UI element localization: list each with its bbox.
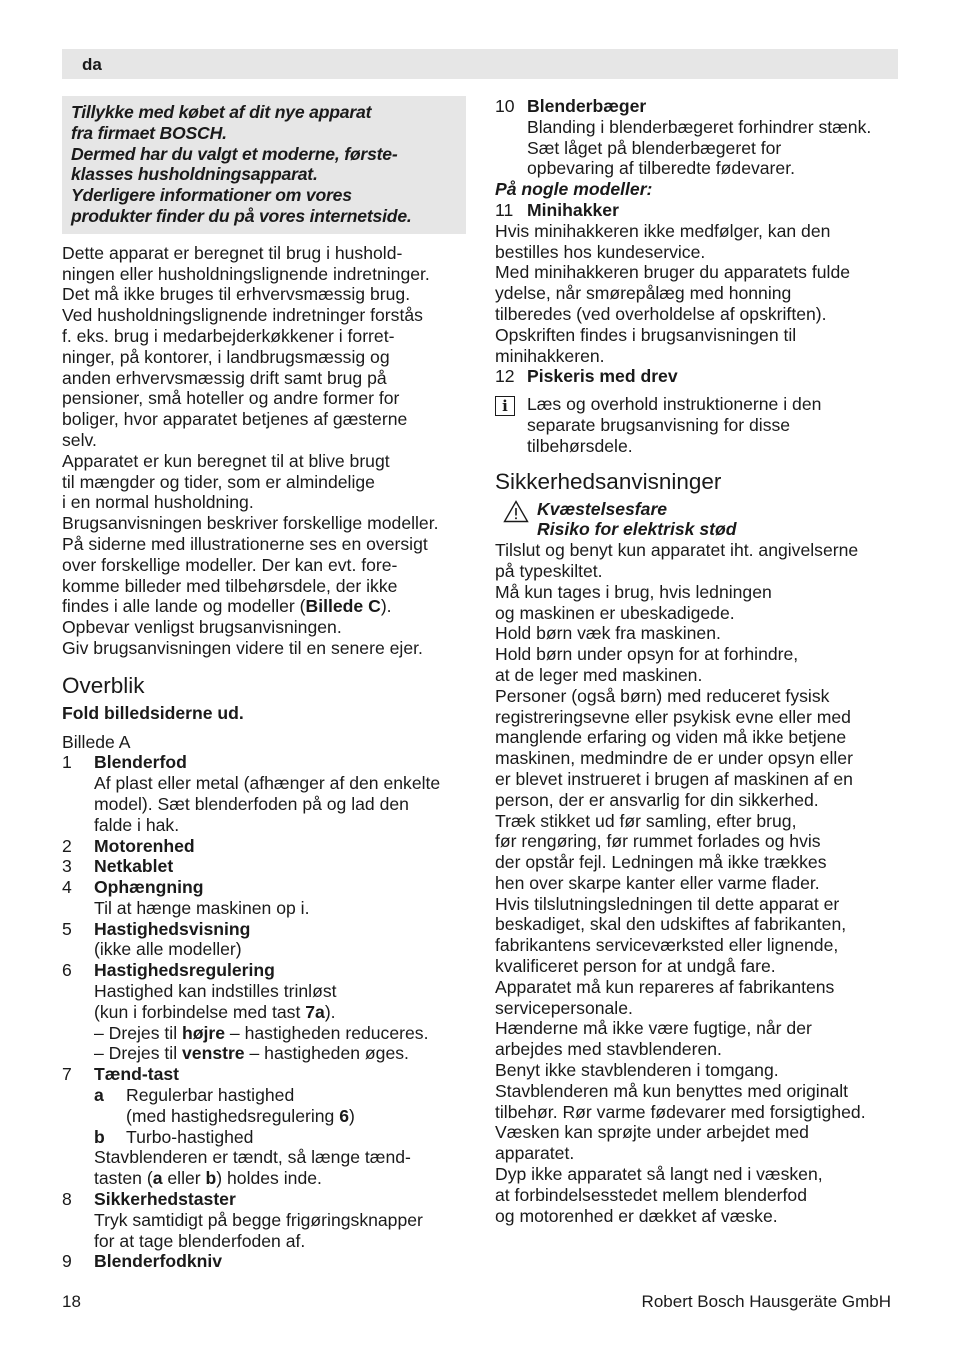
warning-injury: Kvæstelsesfare — [537, 498, 668, 519]
safety-line: på typeskiltet. — [495, 560, 603, 581]
text: – Drejes til — [94, 1043, 182, 1064]
warning-text — [537, 499, 736, 541]
text: – Drejes til — [94, 1022, 182, 1043]
item-number: 5 — [62, 918, 72, 939]
safety-line: arbejdes med stavblenderen. — [495, 1039, 722, 1060]
body-line: Ved husholdningslignende indretninger forstås — [62, 305, 423, 326]
info-line: separate brugsanvisning for disse — [527, 414, 791, 435]
body-line: Det må ikke bruges til erhvervsmæssig brug. — [62, 284, 411, 305]
item-number: 3 — [62, 856, 72, 877]
section-title-overblik: Overblik — [62, 672, 145, 698]
safety-line: at forbindelsesstedet mellem blenderfod — [495, 1184, 807, 1205]
intro-line: klasses husholdningsapparat. — [71, 164, 318, 185]
body-line: bestilles hos kundeservice. — [495, 241, 706, 262]
text: ). — [380, 596, 392, 617]
body-line: komme billeder med tilbehørsdele, der ikke — [62, 575, 398, 596]
safety-line: Hvis tilslutningsledningen til dette apparat er — [495, 893, 840, 914]
safety-line: apparatet. — [495, 1143, 575, 1164]
item-number: 1 — [62, 752, 72, 773]
body-line: Dette apparat er beregnet til brug i hushold- — [62, 242, 403, 263]
item-title: Hastighedsvisning — [94, 918, 251, 939]
intro-body — [62, 243, 466, 659]
item-desc: Tryk samtidigt på begge frigøringsknapper — [94, 1209, 423, 1230]
safety-line: hen over skarpe kanter eller varme flader. — [495, 872, 820, 893]
sub-item — [62, 1127, 466, 1148]
item-desc: Blanding i blenderbægeret forhindrer stænk. — [527, 116, 872, 137]
safety-line: at de leger med maskinen. — [495, 664, 703, 685]
intro-line: Tillykke med købet af dit nye apparat — [71, 102, 372, 122]
safety-line: før rengøring, før rummet forlades og hvis — [495, 831, 821, 852]
list-item — [495, 200, 905, 221]
sub-item-letter: a — [94, 1085, 104, 1106]
info-line: Læs og overhold instruktionerne i den — [527, 394, 822, 415]
item-title: Netkablet — [94, 856, 174, 877]
sub-item-text: Turbo-hastighed — [126, 1126, 254, 1147]
body-line: selv. — [62, 429, 97, 450]
body-line: Hvis minihakkeren ikke medfølger, kan den — [495, 220, 831, 241]
item-title: Minihakker — [527, 199, 619, 220]
item-title: Blenderbæger — [527, 96, 647, 116]
sub-item — [62, 1085, 466, 1106]
safety-line: registreringsevne eller psykisk evne eller med — [495, 706, 851, 727]
item-title: Blenderfod — [94, 752, 187, 773]
item-title: Blenderfodkniv — [94, 1251, 223, 1272]
direction-left: venstre — [182, 1043, 245, 1064]
item-number: 11 — [495, 199, 514, 220]
safety-line: person, der er ansvarlig for din sikkerhed. — [495, 789, 819, 810]
safety-line: Træk stikket ud før samling, efter brug, — [495, 810, 797, 831]
body-line: anden erhvervsmæssig drift samt brug på — [62, 367, 387, 388]
info-note — [495, 394, 905, 456]
list-item — [62, 877, 466, 898]
intro-line: Yderligere informationer om vores — [71, 185, 352, 206]
sub-item-text: Regulerbar hastighed — [126, 1085, 295, 1106]
body-line: Med minihakkeren bruger du apparatets fulde — [495, 262, 851, 283]
some-models-note: På nogle modeller: — [495, 179, 653, 200]
safety-line: Væsken kan sprøjte under arbejdet med — [495, 1122, 809, 1143]
sub-item-text — [62, 1106, 466, 1127]
info-icon: i — [495, 396, 515, 416]
list-item — [62, 1189, 466, 1210]
item-desc: Hastighed kan indstilles trinløst — [94, 981, 337, 1002]
text: – hastigheden reduceres. — [225, 1022, 429, 1043]
info-text — [527, 394, 821, 456]
item-desc: falde i hak. — [94, 814, 180, 835]
item-desc: (ikke alle modeller) — [94, 939, 242, 960]
intro-line: produkter finder du på vores internetside. — [71, 205, 412, 226]
safety-line: Personer (også børn) med reduceret fysisk — [495, 685, 830, 706]
language-code: da — [82, 55, 102, 74]
safety-line: servicepersonale. — [495, 997, 633, 1018]
figure-reference: Billede C — [305, 596, 381, 617]
item-number: 7 — [62, 1064, 72, 1085]
list-item — [62, 960, 466, 981]
body-line: Opskriften findes i brugsanvisningen til — [495, 324, 797, 345]
figure-label: Billede A — [62, 731, 131, 752]
item-title: Motorenhed — [94, 835, 195, 856]
warning-block — [495, 499, 905, 541]
item-desc: Af plast eller metal (afhænger af den enkelte — [94, 773, 441, 794]
list-item — [495, 96, 905, 117]
language-bar — [62, 49, 898, 79]
key-reference: 7a — [305, 1001, 325, 1022]
body-line — [62, 596, 466, 617]
body-line: ninger, på kontorer, i landbrugsmæssig og — [62, 346, 390, 367]
safety-body — [495, 540, 905, 1226]
safety-line: og motorenhed er dækket af væske. — [495, 1205, 778, 1226]
list-item — [62, 919, 466, 940]
item-title: Piskeris med drev — [527, 366, 678, 387]
item-title: Sikkerhedstaster — [94, 1189, 236, 1210]
warning-triangle-icon — [495, 499, 537, 541]
item-desc — [62, 1168, 466, 1189]
text: (med hastighedsregulering — [126, 1105, 340, 1126]
item-title: Hastighedsregulering — [94, 960, 275, 981]
body-line: Opbevar venligst brugsanvisningen. — [62, 617, 342, 638]
body-line: Giv brugsanvisningen videre til en senere ejer. — [62, 637, 423, 658]
item-number: 8 — [62, 1189, 72, 1210]
body-line: På siderne med illustrationerne ses en oversigt — [62, 533, 428, 554]
safety-line: fabrikantens serviceværksted eller lignende, — [495, 935, 839, 956]
body-line: Apparatet er kun beregnet til at blive brugt — [62, 450, 390, 471]
left-column — [62, 96, 466, 1272]
item-number: 2 — [62, 835, 72, 856]
key-reference: 6 — [339, 1105, 350, 1126]
key-b: b — [205, 1168, 217, 1189]
body-line: til mængder og tider, som er almindelige — [62, 471, 375, 492]
section-title-safety: Sikkerhedsanvisninger — [495, 468, 722, 494]
text: tasten ( — [94, 1168, 153, 1189]
item-number: 6 — [62, 960, 72, 981]
intro-line: fra firmaet BOSCH. — [71, 122, 227, 143]
warning-electric-shock: Risiko for elektrisk stød — [537, 519, 737, 540]
item-title: Tænd-tast — [94, 1064, 180, 1085]
safety-line: Apparatet må kun repareres af fabrikantens — [495, 976, 835, 997]
item-number: 10 — [495, 96, 515, 116]
safety-line: Hænderne må ikke være fugtige, når der — [495, 1018, 812, 1039]
item-number: 9 — [62, 1251, 72, 1272]
text: ) — [349, 1105, 355, 1126]
page-number: 18 — [62, 1292, 81, 1311]
intro-box — [62, 96, 466, 234]
item-desc — [62, 1002, 466, 1023]
body-line: boliger, hvor apparatet betjenes af gæsterne — [62, 409, 408, 430]
item-title: Ophængning — [94, 877, 204, 898]
item-desc: model). Sæt blenderfoden på og lad den — [94, 793, 409, 814]
item-desc: Sæt låget på blenderbægeret for — [527, 137, 782, 158]
text: ) holdes inde. — [216, 1168, 322, 1189]
info-line: tilbehørsdele. — [527, 435, 633, 456]
item-desc: opbevaring af tilberedte fødevarer. — [527, 158, 795, 179]
text: eller — [162, 1168, 206, 1189]
text: (kun i forbindelse med tast — [94, 1001, 306, 1022]
item-number: 4 — [62, 877, 72, 898]
intro-line: Dermed har du valgt et moderne, første- — [71, 143, 398, 164]
body-line: pensioner, små hoteller og andre former for — [62, 388, 400, 409]
list-item — [62, 836, 466, 857]
item-desc: Til at hænge maskinen op i. — [94, 897, 310, 918]
fold-instruction: Fold billedsiderne ud. — [62, 702, 244, 723]
company-name: Robert Bosch Hausgeräte GmbH — [641, 1292, 891, 1311]
sub-item-letter: b — [94, 1126, 105, 1147]
safety-line: der opstår fejl. Ledningen må ikke trækkes — [495, 852, 827, 873]
safety-line: beskadiget, skal den udskiftes af fabrikanten, — [495, 914, 847, 935]
safety-line: Tilslut og benyt kun apparatet iht. angivelserne — [495, 540, 859, 561]
body-line: Brugsanvisningen beskriver forskellige modeller. — [62, 513, 439, 534]
safety-line: Benyt ikke stavblenderen i tomgang. — [495, 1060, 779, 1081]
list-item — [62, 1251, 466, 1272]
direction-right: højre — [182, 1022, 226, 1043]
list-item — [62, 1064, 466, 1085]
item-desc: Stavblenderen er tændt, så længe tænd- — [94, 1147, 411, 1168]
list-item — [62, 752, 466, 773]
list-item — [62, 856, 466, 877]
text: findes i alle lande og modeller ( — [62, 596, 306, 617]
right-column — [495, 96, 905, 1226]
safety-line: kvalificeret person for at undgå fare. — [495, 956, 776, 977]
item-desc — [62, 1023, 466, 1044]
safety-line: og maskinen er ubeskadigede. — [495, 602, 735, 623]
body-line: f. eks. brug i medarbejderkøkkener i forret- — [62, 325, 395, 346]
body-line: tilberedes (ved overholdelse af opskriften). — [495, 303, 827, 324]
key-a: a — [152, 1168, 163, 1189]
safety-line: manglende erfaring og viden må ikke betjene — [495, 727, 847, 748]
body-line: ningen eller husholdningslignende indretninger. — [62, 263, 430, 284]
item-number: 12 — [495, 366, 515, 387]
body-line: ydelse, når smørepålæg med honning — [495, 283, 792, 304]
safety-line: Hold børn under opsyn for at forhindre, — [495, 644, 799, 665]
safety-line: Dyp ikke apparatet så langt ned i væsken, — [495, 1164, 823, 1185]
body-line: over forskellige modeller. Der kan evt. fore- — [62, 554, 398, 575]
safety-line: er blevet instrueret i brugen af maskinen af en — [495, 768, 853, 789]
item-desc: for at tage blenderfoden af. — [94, 1230, 306, 1251]
body-line: i en normal husholdning. — [62, 492, 254, 513]
text: – hastigheden øges. — [244, 1043, 409, 1064]
item-desc — [62, 1043, 466, 1064]
safety-line: Hold børn væk fra maskinen. — [495, 623, 721, 644]
safety-line: maskinen, medmindre de er under opsyn eller — [495, 748, 853, 769]
safety-line: Må kun tages i brug, hvis ledningen — [495, 581, 772, 602]
list-item — [495, 366, 905, 387]
safety-line: Stavblenderen må kun benyttes med originalt — [495, 1080, 849, 1101]
body-line: minihakkeren. — [495, 345, 605, 366]
text: ). — [324, 1001, 336, 1022]
safety-line: tilbehør. Rør varme fødevarer med forsigtighed. — [495, 1101, 866, 1122]
